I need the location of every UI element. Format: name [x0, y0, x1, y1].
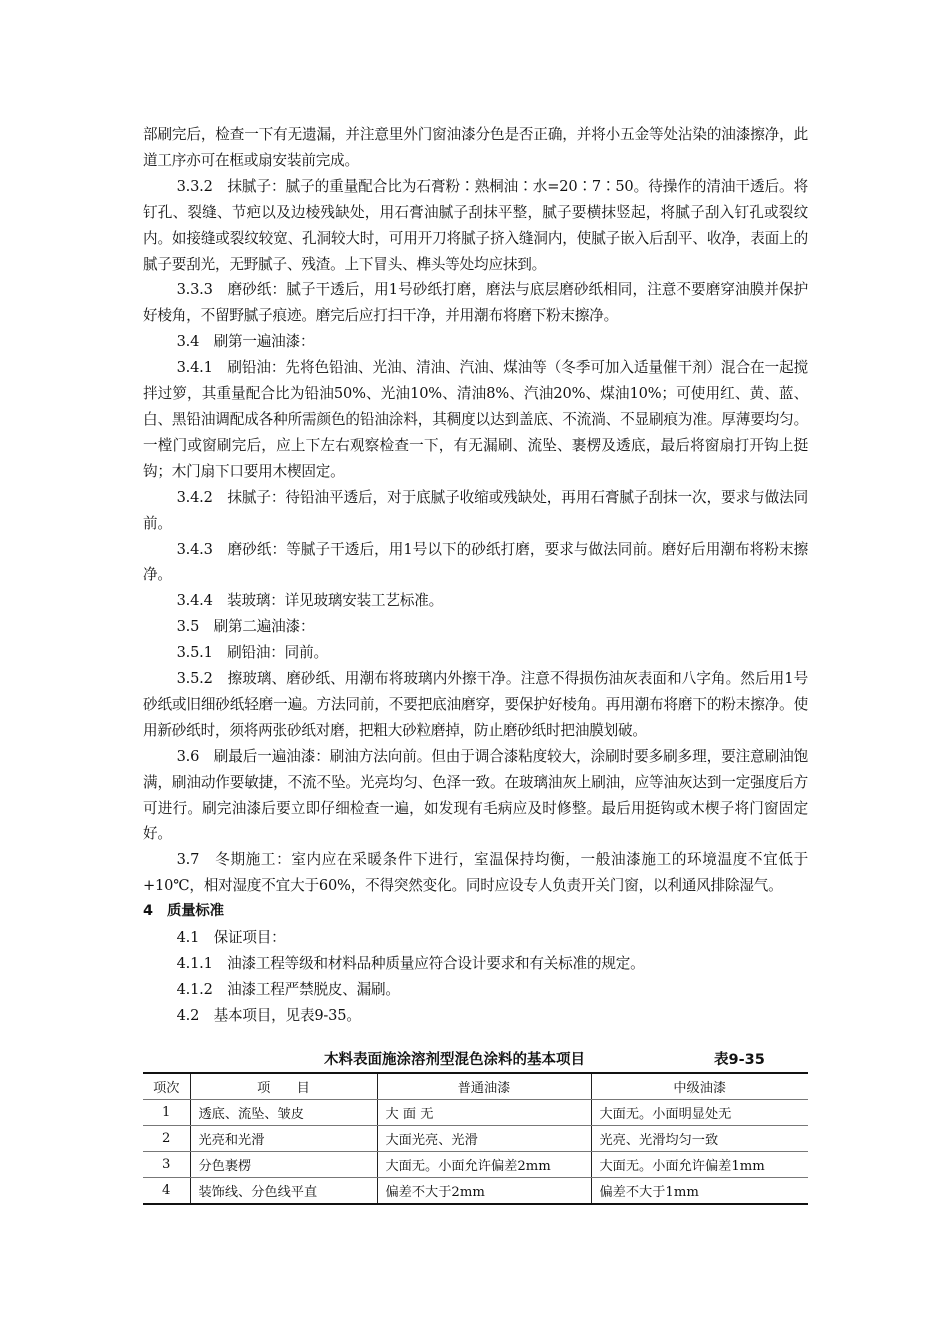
paragraph: 3.4.3 磨砂纸：等腻子干透后，用1号以下的砂纸打磨，要求与做法同前。磨好后用潮布将粉末擦净。	[143, 540, 808, 584]
body-text	[143, 122, 808, 1029]
section-item: 4.1 保证项目：	[176, 929, 286, 947]
paragraph: 3.6 刷最后一遍油漆：刷油方法向前。但由于调合漆粘度较大，涂刷时要多刷多理，要注意刷油饱满，刷油动作要敏捷，不流不坠。光亮均匀、色泽一致。在玻璃油灰上刷油，应等油灰达到一定强度后方可进行。刷完油漆后要立即仔细检查一遍，如发现有毛病应及时修整。最后用挺钩或木楔子将门窗固定好。	[143, 747, 808, 843]
table-cell: 大面无。小面允许偏差2mm	[377, 1152, 591, 1178]
paragraph: 3.5 刷第二遍油漆：	[176, 618, 315, 636]
table-cell: 3	[143, 1152, 190, 1178]
paragraph: 3.4.1 刷铅油：先将色铅油、光油、清油、汽油、煤油等（冬季可加入适量催干剂）混合在一起搅拌过箩，其重量配合比为铅油50%、光油10%、清油8%、汽油20%、煤油10%；可使用红、黄、蓝、白、黑铅油调配成各种所需颜色的铅油涂料，其稠度以达到盖底、不流淌、不显刷痕为准。厚薄要均匀。一樘门或窗刷完后，应上下左右观察检查一下，有无漏刷、流坠、裹楞及透底，最后将窗扇打开钩上挺钩；木门扇下口要用木楔固定。	[143, 359, 808, 480]
table-row	[143, 1178, 808, 1205]
paragraph: 部刷完后，检查一下有无遗漏，并注意里外门窗油漆分色是否正确，并将小五金等处沾染的油漆擦净，此道工序亦可在框或扇安装前完成。	[143, 126, 808, 169]
table-cell: 装饰线、分色线平直	[190, 1178, 377, 1205]
table-cell: 大面光亮、光滑	[377, 1126, 591, 1152]
table-number: 表9-35	[714, 1052, 765, 1068]
table-row	[143, 1152, 808, 1178]
table-cell: 透底、流坠、皱皮	[190, 1100, 377, 1126]
table-cell: 偏差不大于1mm	[591, 1178, 808, 1205]
section-item: 4.2 基本项目，见表9-35。	[176, 1006, 361, 1024]
table-cell: 1	[143, 1100, 190, 1126]
table-title: 木料表面施涂溶剂型混色涂料的基本项目	[324, 1052, 585, 1068]
table-cell: 分色裹楞	[190, 1152, 377, 1178]
paragraph: 3.7 冬期施工：室内应在采暖条件下进行，室温保持均衡，一般油漆施工的环境温度不宜低于+10℃，相对湿度不宜大于60%，不得突然变化。同时应设专人负责开关门窗，以利通风排除湿气。	[143, 851, 808, 895]
section-heading: 4 质量标准	[143, 903, 224, 920]
table-header-row	[143, 1073, 808, 1100]
table-cell: 大面无。小面允许偏差1mm	[591, 1152, 808, 1178]
paragraph: 3.4.4 装玻璃：详见玻璃安装工艺标准。	[176, 592, 444, 610]
paragraph: 3.3.2 抹腻子：腻子的重量配合比为石膏粉∶熟桐油∶水=20∶7∶50。待操作的清油干透后。将钉孔、裂缝、节疤以及边棱残缺处，用石膏油腻子刮抹平整，腻子要横抹竖起，将腻子刮入钉孔或裂纹内。如接缝或裂纹较宽、孔洞较大时，可用开刀将腻子挤入缝洞内，使腻子嵌入后刮平、收净，表面上的腻子要刮光，无野腻子、残渣。上下冒头、榫头等处均应抹到。	[143, 177, 808, 273]
table-caption	[143, 1046, 808, 1070]
table-row	[143, 1126, 808, 1152]
section-item: 4.1.2 油漆工程严禁脱皮、漏刷。	[176, 980, 400, 998]
paragraph: 3.5.2 擦玻璃、磨砂纸、用潮布将玻璃内外擦干净。注意不得损伤油灰表面和八字角。然后用1号砂纸或旧细砂纸轻磨一遍。方法同前，不要把底油磨穿，要保护好棱角。再用潮布将磨下的粉末擦净。使用新砂纸时，须将两张砂纸对磨，把粗大砂粒磨掉，防止磨砂纸时把油膜划破。	[143, 670, 808, 739]
table-cell: 大 面 无	[377, 1100, 591, 1126]
paragraph: 3.3.3 磨砂纸：腻子干透后，用1号砂纸打磨，磨法与底层磨砂纸相同，注意不要磨穿油膜并保护好棱角，不留野腻子痕迹。磨完后应打扫干净，并用潮布将磨下粉末擦净。	[143, 281, 808, 325]
table-cell: 4	[143, 1178, 190, 1205]
table-cell: 大面无。小面明显处无	[591, 1100, 808, 1126]
table-cell: 光亮、光滑均匀一致	[591, 1126, 808, 1152]
paragraph: 3.4.2 抹腻子：待铅油平透后，对于底腻子收缩或残缺处，再用石膏腻子刮抹一次，要求与做法同前。	[143, 488, 808, 532]
table-cell: 偏差不大于2mm	[377, 1178, 591, 1205]
paragraph: 3.5.1 刷铅油：同前。	[176, 644, 328, 662]
quality-table	[143, 1072, 808, 1205]
paragraph: 3.4 刷第一遍油漆：	[176, 333, 315, 351]
section-item: 4.1.1 油漆工程等级和材料品种质量应符合设计要求和有关标准的规定。	[176, 955, 645, 972]
table-cell: 光亮和光滑	[190, 1126, 377, 1152]
header-cell: 中级油漆	[591, 1073, 808, 1100]
header-cell: 项次	[143, 1073, 190, 1100]
table-cell: 2	[143, 1126, 190, 1152]
header-cell: 项 目	[190, 1073, 377, 1100]
header-cell: 普通油漆	[377, 1073, 591, 1100]
table-row	[143, 1100, 808, 1126]
